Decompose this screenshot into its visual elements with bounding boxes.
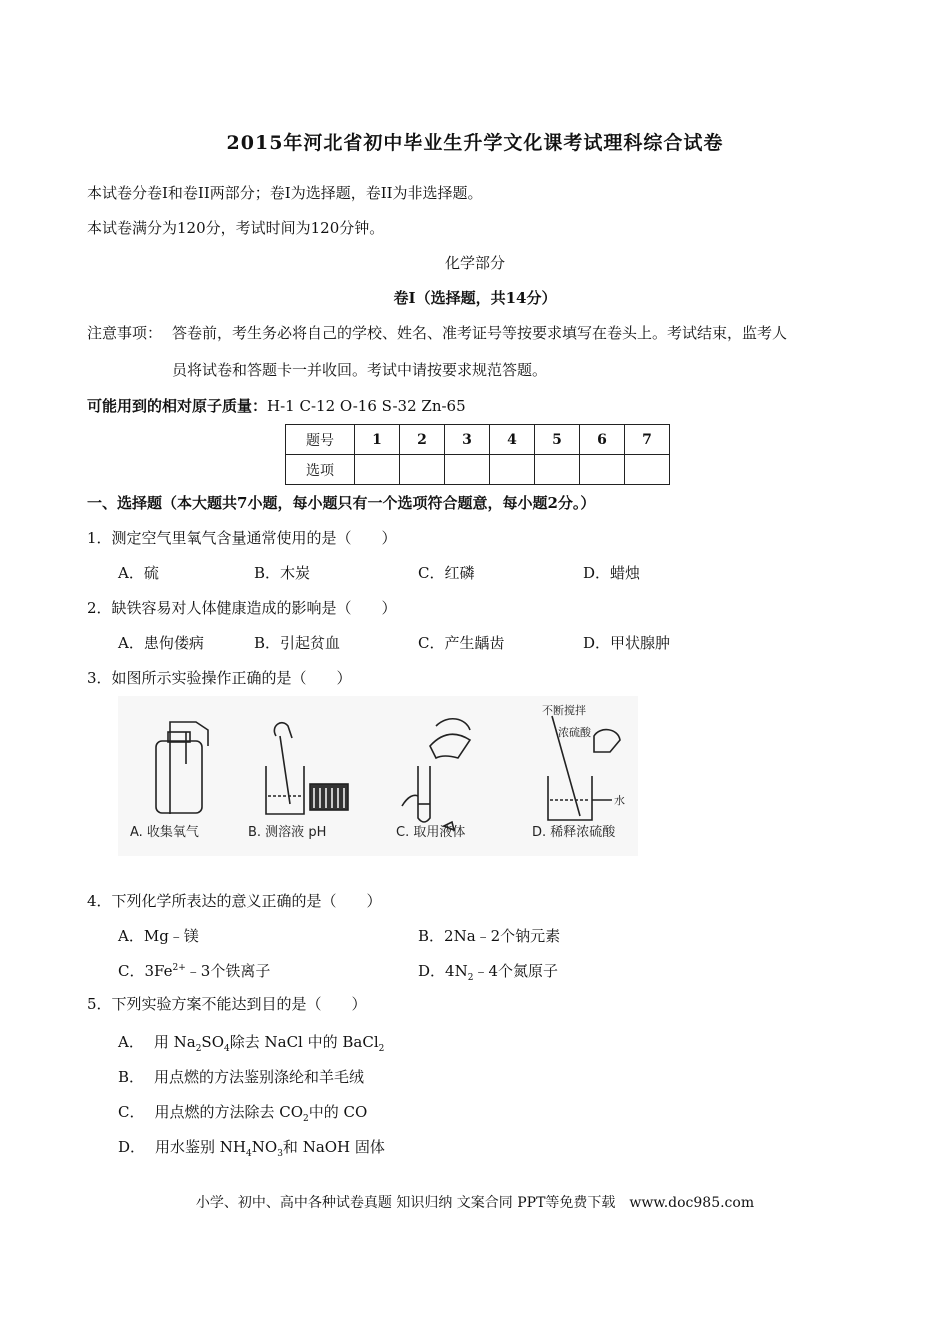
atomic-mass-label: 可能用到的相对原子质量： [87,397,268,415]
q1-option-a: A．硫 [118,564,159,582]
q4-option-c: C．$3Fe^{2+}﹣3$个铁离子 [118,962,271,980]
q2-stem: 2．缺铁容易对人体健康造成的影响是（ ） [87,599,397,617]
answer-table-num-1: 1 [355,425,400,455]
answer-cell-3[interactable] [445,455,490,485]
notice-label: 注意事项： [87,324,163,342]
q5-option-d: D． 用水鉴别 $NH_4NO_3$和 NaOH 固体 [118,1138,385,1159]
answer-table-num-5: 5 [535,425,580,455]
q1-option-d: D．蜡烛 [583,564,641,582]
q5-option-a: A． 用 $Na_2SO_4$除去 NaCl 中的 BaCl$_2$ [118,1033,385,1054]
intro-line-1: 本试卷分卷I和卷II两部分；卷I为选择题，卷II为非选择题。 [87,184,483,202]
part1-heading: 一、选择题（本大题共7小题，每小题只有一个选项符合题意，每小题2分。） [87,494,596,512]
answer-cell-7[interactable] [625,455,670,485]
fig-caption-d: D. 稀释浓硫酸 [532,825,616,840]
q1-option-c: C．红磷 [418,564,475,582]
fig-d-label-acid: 浓硫酸 [558,726,591,739]
answer-table-num-7: 7 [625,425,670,455]
answer-cell-5[interactable] [535,455,580,485]
q4-option-d: D．$4N_2﹣4$个氮原子 [418,962,558,983]
q4-option-b: B．2Na﹣2个钠元素 [418,927,561,945]
fig-caption-b: B. 测溶液 pH [248,825,327,840]
q5-option-c: C． 用点燃的方法除去 $CO_2$中的 CO [118,1103,368,1124]
q1-option-b: B．木炭 [254,564,311,582]
answer-table-row-numbers [286,425,670,455]
page-footer: 小学、初中、高中各种试卷真题 知识归纳 文案合同 PPT等免费下载 www.doc985.com [195,1195,755,1211]
fig-d-label-stir: 不断搅拌 [542,704,586,717]
notice-line-1: 答卷前，考生务必将自己的学校、姓名、准考证号等按要求填写在卷头上。考试结束，监考人 [172,324,788,342]
q4-stem: 4．下列化学所表达的意义正确的是（ ） [87,892,382,910]
answer-table-header-option: 选项 [286,455,355,485]
q3-figure [118,696,638,856]
q2-option-d: D．甲状腺肿 [583,634,671,652]
answer-table [285,424,670,485]
answer-table-num-4: 4 [490,425,535,455]
answer-table-num-2: 2 [400,425,445,455]
section-title: 化学部分 [444,254,505,272]
answer-cell-6[interactable] [580,455,625,485]
fig-caption-c: C. 取用液体 [396,825,466,840]
q3-stem: 3．如图所示实验操作正确的是（ ） [87,669,352,687]
q2-option-c: C．产生龋齿 [418,634,505,652]
answer-table-num-6: 6 [580,425,625,455]
fig-caption-a: A. 收集氧气 [130,825,199,840]
atomic-mass-values: H-1 C-12 O-16 S-32 Zn-65 [267,397,466,415]
intro-line-2: 本试卷满分为120分，考试时间为120分钟。 [87,219,385,237]
q2-option-a: A．患佝偻病 [118,634,204,652]
q2-option-b: B．引起贫血 [254,634,341,652]
answer-table-header-number: 题号 [286,425,355,455]
fig-d-label-water: 水 [614,794,625,807]
answer-cell-4[interactable] [490,455,535,485]
notice-line-2: 员将试卷和答题卡一并收回。考试中请按要求规范答题。 [172,361,548,379]
q4-option-a: A．Mg﹣镁 [118,927,199,945]
q5-option-b: B． 用点燃的方法鉴别涤纶和羊毛绒 [118,1068,365,1086]
page-title: 2015年河北省初中毕业生升学文化课考试理科综合试卷 [226,132,724,154]
volume-title: 卷I（选择题，共14分） [393,289,557,307]
q5-stem: 5．下列实验方案不能达到目的是（ ） [87,995,367,1013]
q1-stem: 1．测定空气里氧气含量通常使用的是（ ） [87,529,397,547]
answer-table-row-options [286,455,670,485]
answer-cell-1[interactable] [355,455,400,485]
answer-cell-2[interactable] [400,455,445,485]
answer-table-num-3: 3 [445,425,490,455]
